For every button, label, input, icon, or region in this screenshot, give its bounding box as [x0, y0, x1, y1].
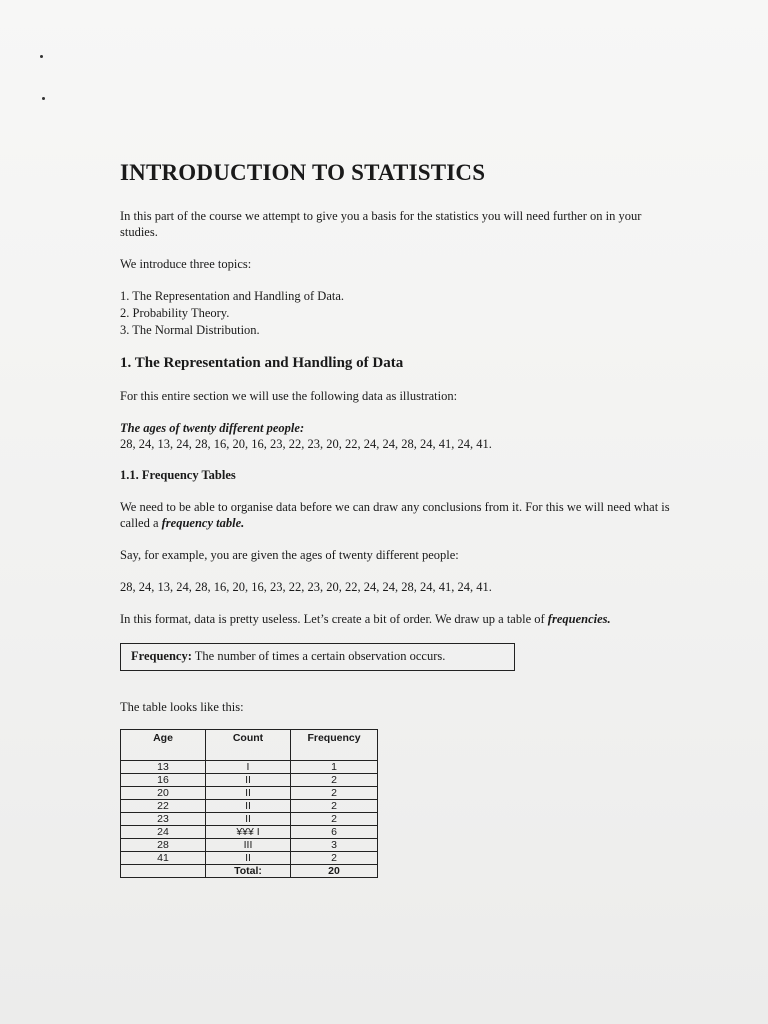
frequency-cell: 2 — [291, 787, 378, 800]
frequency-table — [120, 729, 378, 878]
age-cell: 41 — [121, 852, 206, 865]
tally-cell: II — [206, 774, 291, 787]
tally-cell: II — [206, 813, 291, 826]
table-body — [121, 761, 378, 878]
frequency-cell: 2 — [291, 800, 378, 813]
tally-cell: II — [206, 852, 291, 865]
total-value: 20 — [291, 865, 378, 878]
topics-intro: We introduce three topics: — [120, 257, 252, 271]
age-cell: 23 — [121, 813, 206, 826]
table-row — [121, 852, 378, 865]
age-cell: 16 — [121, 774, 206, 787]
age-cell: 13 — [121, 761, 206, 774]
total-label: Total: — [206, 865, 291, 878]
table-row — [121, 826, 378, 839]
column-header-age: Age — [121, 730, 206, 761]
table-intro: The table looks like this: — [120, 700, 244, 714]
frequency-cell: 2 — [291, 852, 378, 865]
tally-cell: III — [206, 839, 291, 852]
data-values: 28, 24, 13, 24, 28, 16, 20, 16, 23, 22, 23, 20, 22, 24, 24, 28, 24, 41, 24, 41. — [120, 580, 492, 594]
frequency-cell: 1 — [291, 761, 378, 774]
frequency-cell: 2 — [291, 813, 378, 826]
data-values: 28, 24, 13, 24, 28, 16, 20, 16, 23, 22, 23, 20, 22, 24, 24, 28, 24, 41, 24, 41. — [120, 437, 492, 451]
topic-item: 3. The Normal Distribution. — [120, 323, 260, 337]
definition-term: Frequency: — [131, 649, 192, 663]
table-total-row — [121, 865, 378, 878]
subsection-paragraph — [120, 499, 680, 531]
topic-item: 2. Probability Theory. — [120, 306, 230, 320]
section-lead: For this entire section we will use the following data as illustration: — [120, 389, 458, 403]
scan-speck — [40, 55, 43, 58]
page-title: INTRODUCTION TO STATISTICS — [120, 160, 486, 185]
table-row — [121, 761, 378, 774]
topic-item: 1. The Representation and Handling of Data. — [120, 289, 345, 303]
age-cell: 28 — [121, 839, 206, 852]
topics-list — [120, 288, 680, 339]
tally-cell: ¥¥¥ I — [206, 826, 291, 839]
age-cell: 22 — [121, 800, 206, 813]
subsection-paragraph — [120, 611, 680, 627]
paragraph-text: We need to be able to organise data before we can draw any conclusions from it. For this we will need what is called a — [120, 500, 670, 530]
document-content — [120, 160, 680, 878]
frequency-table-term: frequency table. — [161, 516, 245, 530]
tally-cell: II — [206, 787, 291, 800]
tally-cell: II — [206, 800, 291, 813]
frequency-cell: 3 — [291, 839, 378, 852]
column-header-count: Count — [206, 730, 291, 761]
age-cell: 20 — [121, 787, 206, 800]
table-row — [121, 787, 378, 800]
section-heading: 1. The Representation and Handling of Data — [120, 355, 404, 371]
subsection-heading: 1.1. Frequency Tables — [120, 468, 236, 482]
table-header-row — [121, 730, 378, 761]
tally-cell: I — [206, 761, 291, 774]
definition-box — [120, 643, 515, 671]
definition-text: The number of times a certain observation occurs. — [194, 649, 446, 663]
intro-paragraph: In this part of the course we attempt to give you a basis for the statistics you will need further on in your studies. — [120, 209, 642, 239]
column-header-frequency: Frequency — [291, 730, 378, 761]
table-row — [121, 813, 378, 826]
empty-cell — [121, 865, 206, 878]
paragraph-text: In this format, data is pretty useless. Let’s create a bit of order. We draw up a table of — [120, 612, 548, 626]
age-cell: 24 — [121, 826, 206, 839]
frequency-cell: 6 — [291, 826, 378, 839]
table-row — [121, 774, 378, 787]
subsection-paragraph: Say, for example, you are given the ages of twenty different people: — [120, 548, 459, 562]
frequencies-term: frequencies. — [547, 612, 611, 626]
scan-speck — [42, 97, 45, 100]
data-label: The ages of twenty different people: — [120, 421, 305, 435]
frequency-cell: 2 — [291, 774, 378, 787]
table-row — [121, 839, 378, 852]
table-row — [121, 800, 378, 813]
